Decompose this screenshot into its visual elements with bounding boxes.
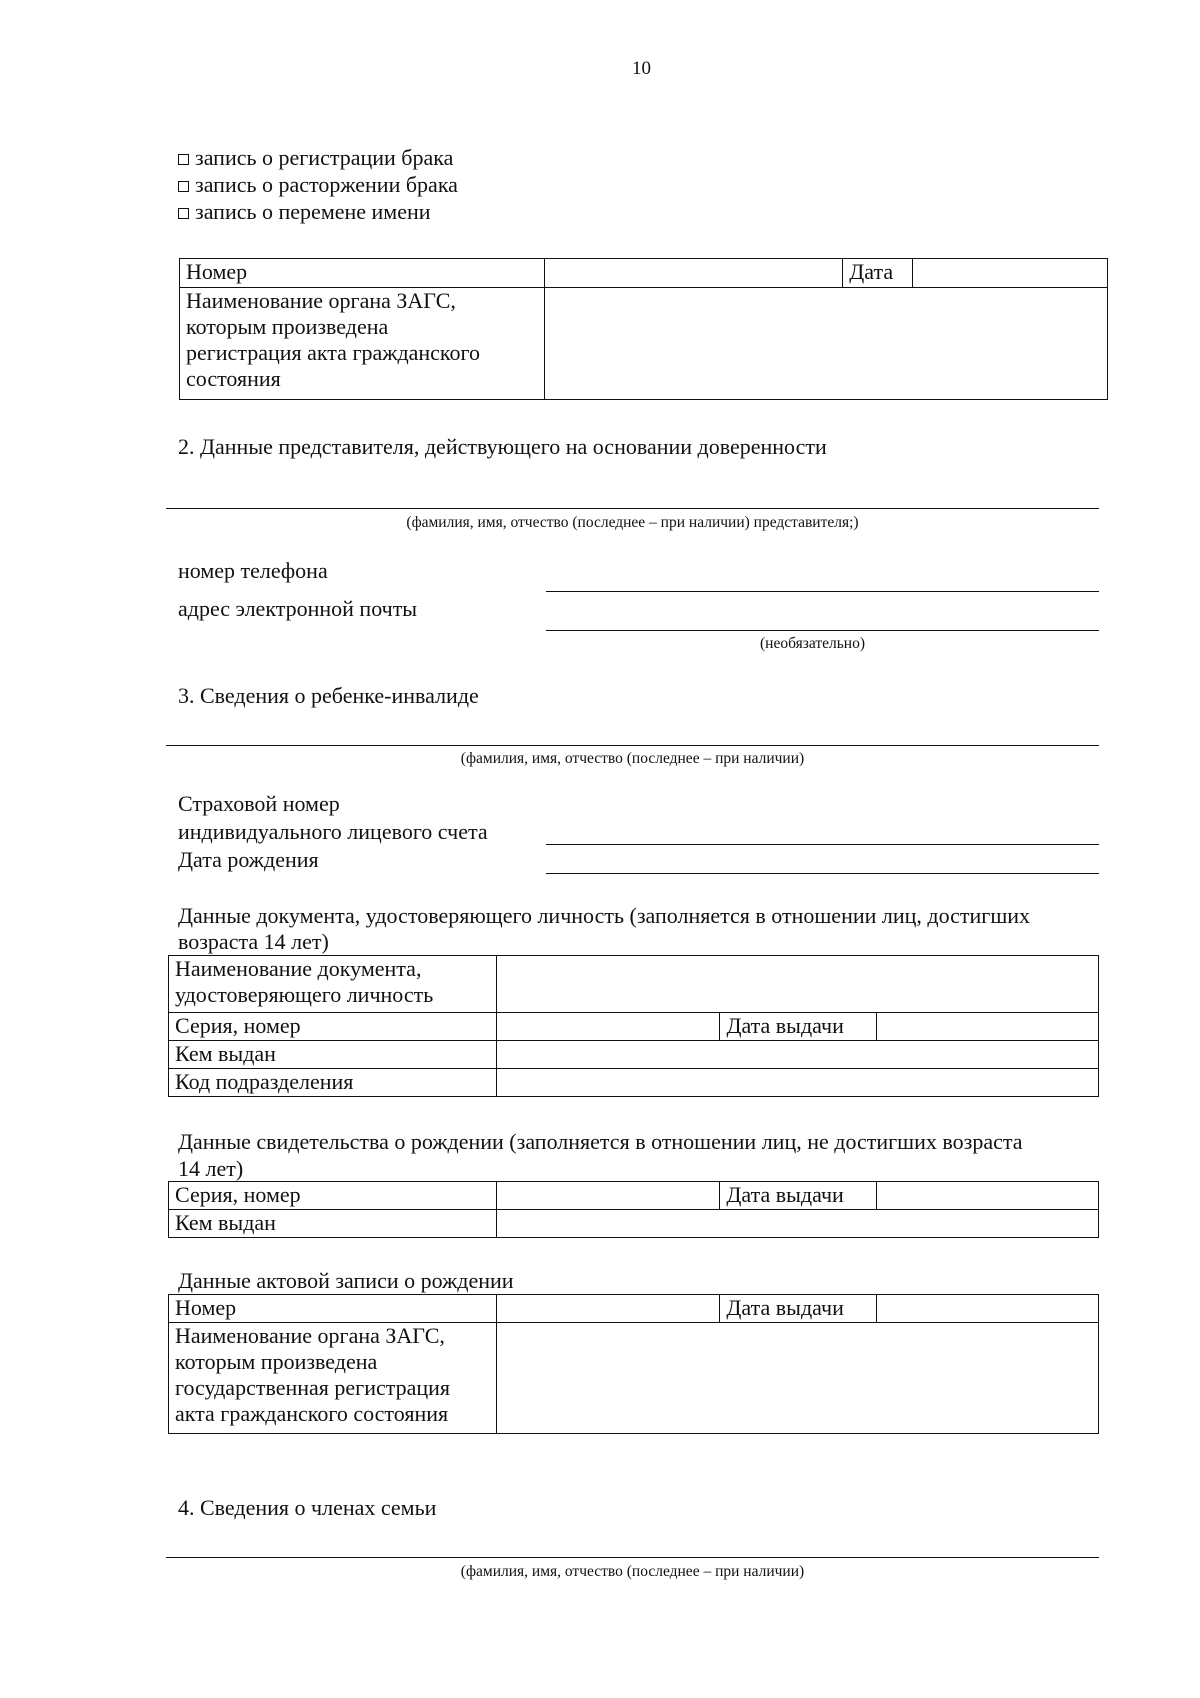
issue-date-label-cell: Дата выдачи [720, 1013, 877, 1041]
division-code-value-cell[interactable] [496, 1069, 1098, 1097]
registry-office-value-cell[interactable] [544, 288, 1107, 400]
series-number-label-cell: Серия, номер [169, 1182, 497, 1210]
child-name-caption: (фамилия, имя, отчество (последнее – при наличии) [460, 750, 805, 767]
checkbox-square-icon[interactable] [178, 154, 189, 165]
birth-record-table [168, 1294, 1099, 1434]
division-code-label-cell: Код подразделения [169, 1069, 497, 1097]
birth-date-label: Дата рождения [178, 847, 319, 872]
doc-name-label-cell: Наименование документа, удостоверяющего личность [169, 956, 497, 1013]
checkbox-square-icon[interactable] [178, 208, 189, 219]
checkbox-label: запись о перемене имени [195, 199, 431, 224]
checkbox-name-change-record[interactable] [178, 198, 431, 225]
checkbox-divorce-record[interactable] [178, 171, 458, 198]
registry-office-label-cell: Наименование органа ЗАГС, которым произведена регистрация акта гражданского состояния [180, 288, 545, 400]
snils-label-line-2: индивидуального лицевого счета [178, 819, 488, 844]
email-optional-caption: (необязательно) [760, 635, 865, 652]
issued-by-value-cell[interactable] [496, 1210, 1098, 1238]
snils-label-line-1: Страховой номер [178, 791, 340, 816]
issue-date-value-cell[interactable] [877, 1182, 1099, 1210]
issue-date-label-cell: Дата выдачи [720, 1295, 877, 1323]
series-number-label-cell: Серия, номер [169, 1013, 497, 1041]
birth-record-intro: Данные актовой записи о рождении [178, 1268, 514, 1293]
number-label-cell: Номер [169, 1295, 497, 1323]
number-label-cell: Номер [180, 259, 545, 288]
date-label-cell: Дата [843, 259, 913, 288]
registry-office-label-cell: Наименование органа ЗАГС, которым произведена государственная регистрация акта гражданского состояния [169, 1323, 497, 1434]
phone-label: номер телефона [178, 558, 328, 583]
issue-date-value-cell[interactable] [877, 1295, 1099, 1323]
phone-input-line[interactable] [546, 591, 1099, 592]
id-document-table [168, 955, 1099, 1097]
number-value-cell[interactable] [544, 259, 843, 288]
family-member-name-line[interactable] [166, 1557, 1099, 1558]
issued-by-label-cell: Кем выдан [169, 1041, 497, 1069]
civil-record-table [179, 258, 1108, 400]
email-input-line[interactable] [546, 630, 1099, 631]
birth-cert-intro-line-2: 14 лет) [178, 1156, 244, 1181]
section-4-title: 4. Сведения о членах семьи [178, 1495, 437, 1520]
id-doc-intro-line-1: Данные документа, удостоверяющего личность (заполняется в отношении лиц, достигших [178, 903, 1031, 928]
checkbox-square-icon[interactable] [178, 181, 189, 192]
birth-date-input-line[interactable] [546, 873, 1099, 874]
issue-date-label-cell: Дата выдачи [720, 1182, 877, 1210]
issue-date-value-cell[interactable] [877, 1013, 1099, 1041]
email-label: адрес электронной почты [178, 596, 418, 621]
series-number-value-cell[interactable] [496, 1013, 720, 1041]
section-2-title: 2. Данные представителя, действующего на основании доверенности [178, 434, 827, 459]
registry-office-value-cell[interactable] [496, 1323, 1098, 1434]
number-value-cell[interactable] [496, 1295, 720, 1323]
issued-by-label-cell: Кем выдан [169, 1210, 497, 1238]
birth-cert-intro-line-1: Данные свидетельства о рождении (заполняется в отношении лиц, не достигших возраста [178, 1129, 1023, 1154]
birth-certificate-table [168, 1181, 1099, 1238]
checkbox-label: запись о регистрации брака [195, 145, 454, 170]
snils-input-line[interactable] [546, 844, 1099, 845]
representative-name-line[interactable] [166, 508, 1099, 509]
checkbox-marriage-record[interactable] [178, 144, 453, 171]
issued-by-value-cell[interactable] [496, 1041, 1098, 1069]
section-3-title: 3. Сведения о ребенке-инвалиде [178, 683, 479, 708]
child-name-line[interactable] [166, 745, 1099, 746]
page-number: 10 [632, 58, 651, 79]
checkbox-label: запись о расторжении брака [195, 172, 458, 197]
date-value-cell[interactable] [913, 259, 1108, 288]
family-member-name-caption: (фамилия, имя, отчество (последнее – при наличии) [460, 1563, 805, 1580]
doc-name-value-cell[interactable] [496, 956, 1098, 1013]
series-number-value-cell[interactable] [496, 1182, 720, 1210]
representative-name-caption: (фамилия, имя, отчество (последнее – при наличии) представителя;) [406, 514, 859, 531]
id-doc-intro-line-2: возраста 14 лет) [178, 929, 329, 954]
